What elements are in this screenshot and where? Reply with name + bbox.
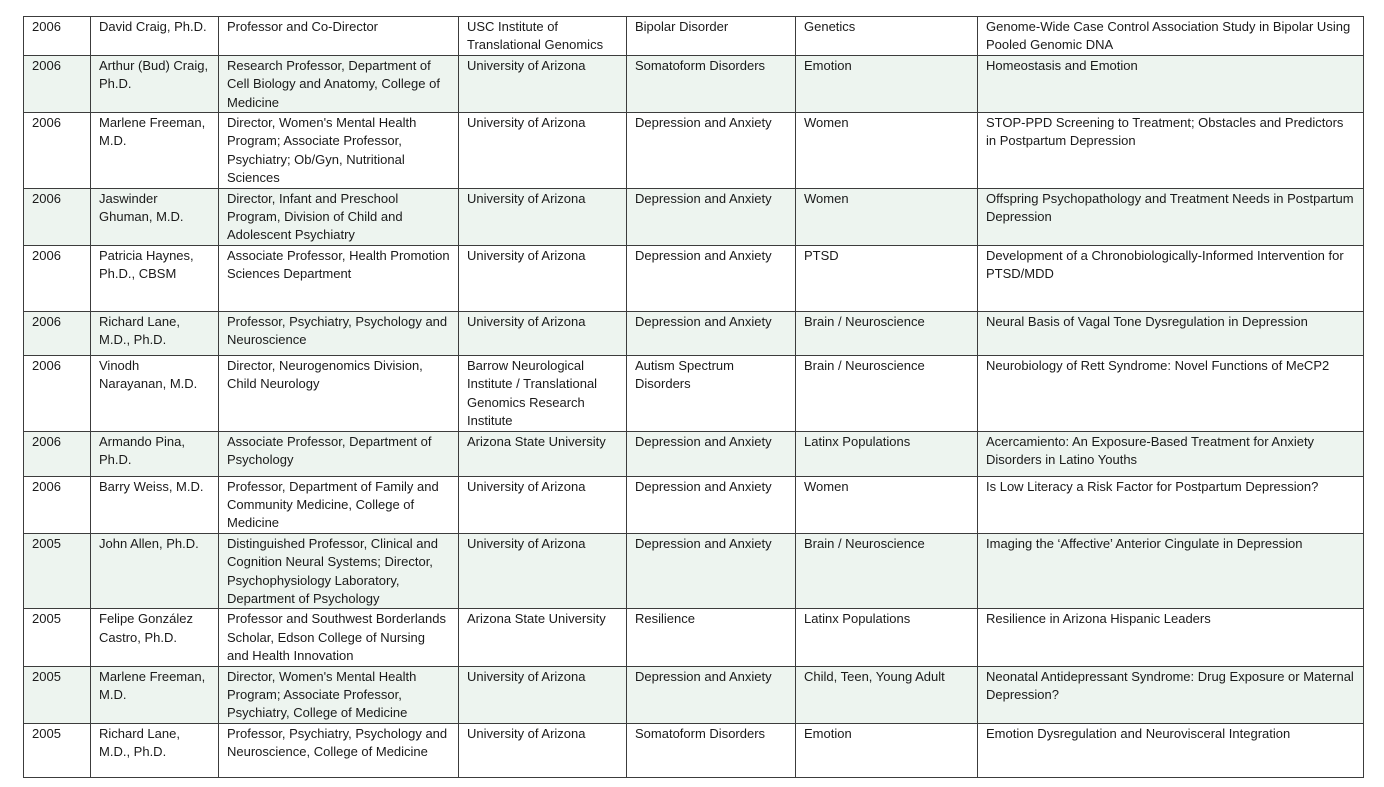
disorder-cell: Depression and Anxiety [627, 533, 796, 609]
name-cell: Richard Lane, M.D., Ph.D. [91, 723, 219, 777]
table-row [24, 355, 1364, 431]
year-cell: 2005 [24, 723, 91, 777]
disorder-cell: Depression and Anxiety [627, 113, 796, 189]
project-title-cell: Neural Basis of Vagal Tone Dysregulation in Depression [978, 311, 1364, 355]
position-title-cell: Director, Women's Mental Health Program; Associate Professor, Psychiatry, College of Medicine [219, 666, 459, 723]
topic-cell: Women [796, 188, 978, 245]
name-cell: Marlene Freeman, M.D. [91, 666, 219, 723]
topic-cell: Brain / Neuroscience [796, 355, 978, 431]
institution-cell: University of Arizona [459, 311, 627, 355]
table-row [24, 311, 1364, 355]
table-row [24, 113, 1364, 189]
position-title-cell: Distinguished Professor, Clinical and Cognition Neural Systems; Director, Psychophysiology Laboratory, Department of Psychology [219, 533, 459, 609]
project-title-cell: STOP-PPD Screening to Treatment; Obstacles and Predictors in Postpartum Depression [978, 113, 1364, 189]
name-cell: Arthur (Bud) Craig, Ph.D. [91, 55, 219, 112]
position-title-cell: Associate Professor, Department of Psychology [219, 431, 459, 476]
disorder-cell: Depression and Anxiety [627, 666, 796, 723]
institution-cell: USC Institute of Translational Genomics [459, 17, 627, 56]
institution-cell: University of Arizona [459, 666, 627, 723]
name-cell: Felipe González Castro, Ph.D. [91, 609, 219, 666]
project-title-cell: Genome-Wide Case Control Association Study in Bipolar Using Pooled Genomic DNA [978, 17, 1364, 56]
institution-cell: Arizona State University [459, 609, 627, 666]
project-title-cell: Neurobiology of Rett Syndrome: Novel Functions of MeCP2 [978, 355, 1364, 431]
topic-cell: Emotion [796, 723, 978, 777]
project-title-cell: Development of a Chronobiologically-Informed Intervention for PTSD/MDD [978, 245, 1364, 311]
institution-cell: Arizona State University [459, 431, 627, 476]
year-cell: 2006 [24, 188, 91, 245]
grants-table-container [23, 16, 1363, 778]
table-row [24, 666, 1364, 723]
position-title-cell: Professor, Psychiatry, Psychology and Neuroscience, College of Medicine [219, 723, 459, 777]
name-cell: Armando Pina, Ph.D. [91, 431, 219, 476]
year-cell: 2006 [24, 355, 91, 431]
topic-cell: Emotion [796, 55, 978, 112]
position-title-cell: Professor and Co-Director [219, 17, 459, 56]
table-body [24, 17, 1364, 778]
disorder-cell: Bipolar Disorder [627, 17, 796, 56]
disorder-cell: Depression and Anxiety [627, 431, 796, 476]
year-cell: 2005 [24, 609, 91, 666]
institution-cell: University of Arizona [459, 533, 627, 609]
disorder-cell: Somatoform Disorders [627, 55, 796, 112]
project-title-cell: Emotion Dysregulation and Neurovisceral Integration [978, 723, 1364, 777]
disorder-cell: Resilience [627, 609, 796, 666]
position-title-cell: Director, Infant and Preschool Program, Division of Child and Adolescent Psychiatry [219, 188, 459, 245]
position-title-cell: Professor and Southwest Borderlands Scholar, Edson College of Nursing and Health Innovation [219, 609, 459, 666]
position-title-cell: Director, Neurogenomics Division, Child Neurology [219, 355, 459, 431]
year-cell: 2006 [24, 245, 91, 311]
project-title-cell: Neonatal Antidepressant Syndrome: Drug Exposure or Maternal Depression? [978, 666, 1364, 723]
topic-cell: Genetics [796, 17, 978, 56]
position-title-cell: Research Professor, Department of Cell Biology and Anatomy, College of Medicine [219, 55, 459, 112]
year-cell: 2005 [24, 533, 91, 609]
disorder-cell: Depression and Anxiety [627, 245, 796, 311]
institution-cell: University of Arizona [459, 476, 627, 533]
topic-cell: Latinx Populations [796, 609, 978, 666]
name-cell: John Allen, Ph.D. [91, 533, 219, 609]
name-cell: Vinodh Narayanan, M.D. [91, 355, 219, 431]
name-cell: Jaswinder Ghuman, M.D. [91, 188, 219, 245]
table-row [24, 533, 1364, 609]
topic-cell: Latinx Populations [796, 431, 978, 476]
institution-cell: University of Arizona [459, 55, 627, 112]
project-title-cell: Is Low Literacy a Risk Factor for Postpartum Depression? [978, 476, 1364, 533]
year-cell: 2006 [24, 476, 91, 533]
year-cell: 2006 [24, 113, 91, 189]
name-cell: Barry Weiss, M.D. [91, 476, 219, 533]
table-row [24, 723, 1364, 777]
project-title-cell: Imaging the ‘Affective’ Anterior Cingulate in Depression [978, 533, 1364, 609]
project-title-cell: Resilience in Arizona Hispanic Leaders [978, 609, 1364, 666]
position-title-cell: Associate Professor, Health Promotion Sciences Department [219, 245, 459, 311]
disorder-cell: Depression and Anxiety [627, 311, 796, 355]
position-title-cell: Professor, Psychiatry, Psychology and Neuroscience [219, 311, 459, 355]
table-row [24, 431, 1364, 476]
name-cell: David Craig, Ph.D. [91, 17, 219, 56]
table-row [24, 188, 1364, 245]
disorder-cell: Depression and Anxiety [627, 476, 796, 533]
institution-cell: Barrow Neurological Institute / Translational Genomics Research Institute [459, 355, 627, 431]
project-title-cell: Offspring Psychopathology and Treatment Needs in Postpartum Depression [978, 188, 1364, 245]
project-title-cell: Acercamiento: An Exposure-Based Treatment for Anxiety Disorders in Latino Youths [978, 431, 1364, 476]
disorder-cell: Depression and Anxiety [627, 188, 796, 245]
institution-cell: University of Arizona [459, 188, 627, 245]
topic-cell: Women [796, 113, 978, 189]
name-cell: Richard Lane, M.D., Ph.D. [91, 311, 219, 355]
institution-cell: University of Arizona [459, 113, 627, 189]
topic-cell: Women [796, 476, 978, 533]
topic-cell: Child, Teen, Young Adult [796, 666, 978, 723]
disorder-cell: Somatoform Disorders [627, 723, 796, 777]
disorder-cell: Autism Spectrum Disorders [627, 355, 796, 431]
position-title-cell: Director, Women's Mental Health Program; Associate Professor, Psychiatry; Ob/Gyn, Nutritional Sciences [219, 113, 459, 189]
table-row [24, 17, 1364, 56]
table-row [24, 476, 1364, 533]
table-row [24, 245, 1364, 311]
year-cell: 2006 [24, 17, 91, 56]
topic-cell: Brain / Neuroscience [796, 533, 978, 609]
name-cell: Patricia Haynes, Ph.D., CBSM [91, 245, 219, 311]
year-cell: 2006 [24, 431, 91, 476]
position-title-cell: Professor, Department of Family and Community Medicine, College of Medicine [219, 476, 459, 533]
year-cell: 2006 [24, 311, 91, 355]
table-row [24, 609, 1364, 666]
table-row [24, 55, 1364, 112]
year-cell: 2006 [24, 55, 91, 112]
institution-cell: University of Arizona [459, 723, 627, 777]
year-cell: 2005 [24, 666, 91, 723]
institution-cell: University of Arizona [459, 245, 627, 311]
grants-table [23, 16, 1364, 778]
name-cell: Marlene Freeman, M.D. [91, 113, 219, 189]
topic-cell: PTSD [796, 245, 978, 311]
project-title-cell: Homeostasis and Emotion [978, 55, 1364, 112]
topic-cell: Brain / Neuroscience [796, 311, 978, 355]
